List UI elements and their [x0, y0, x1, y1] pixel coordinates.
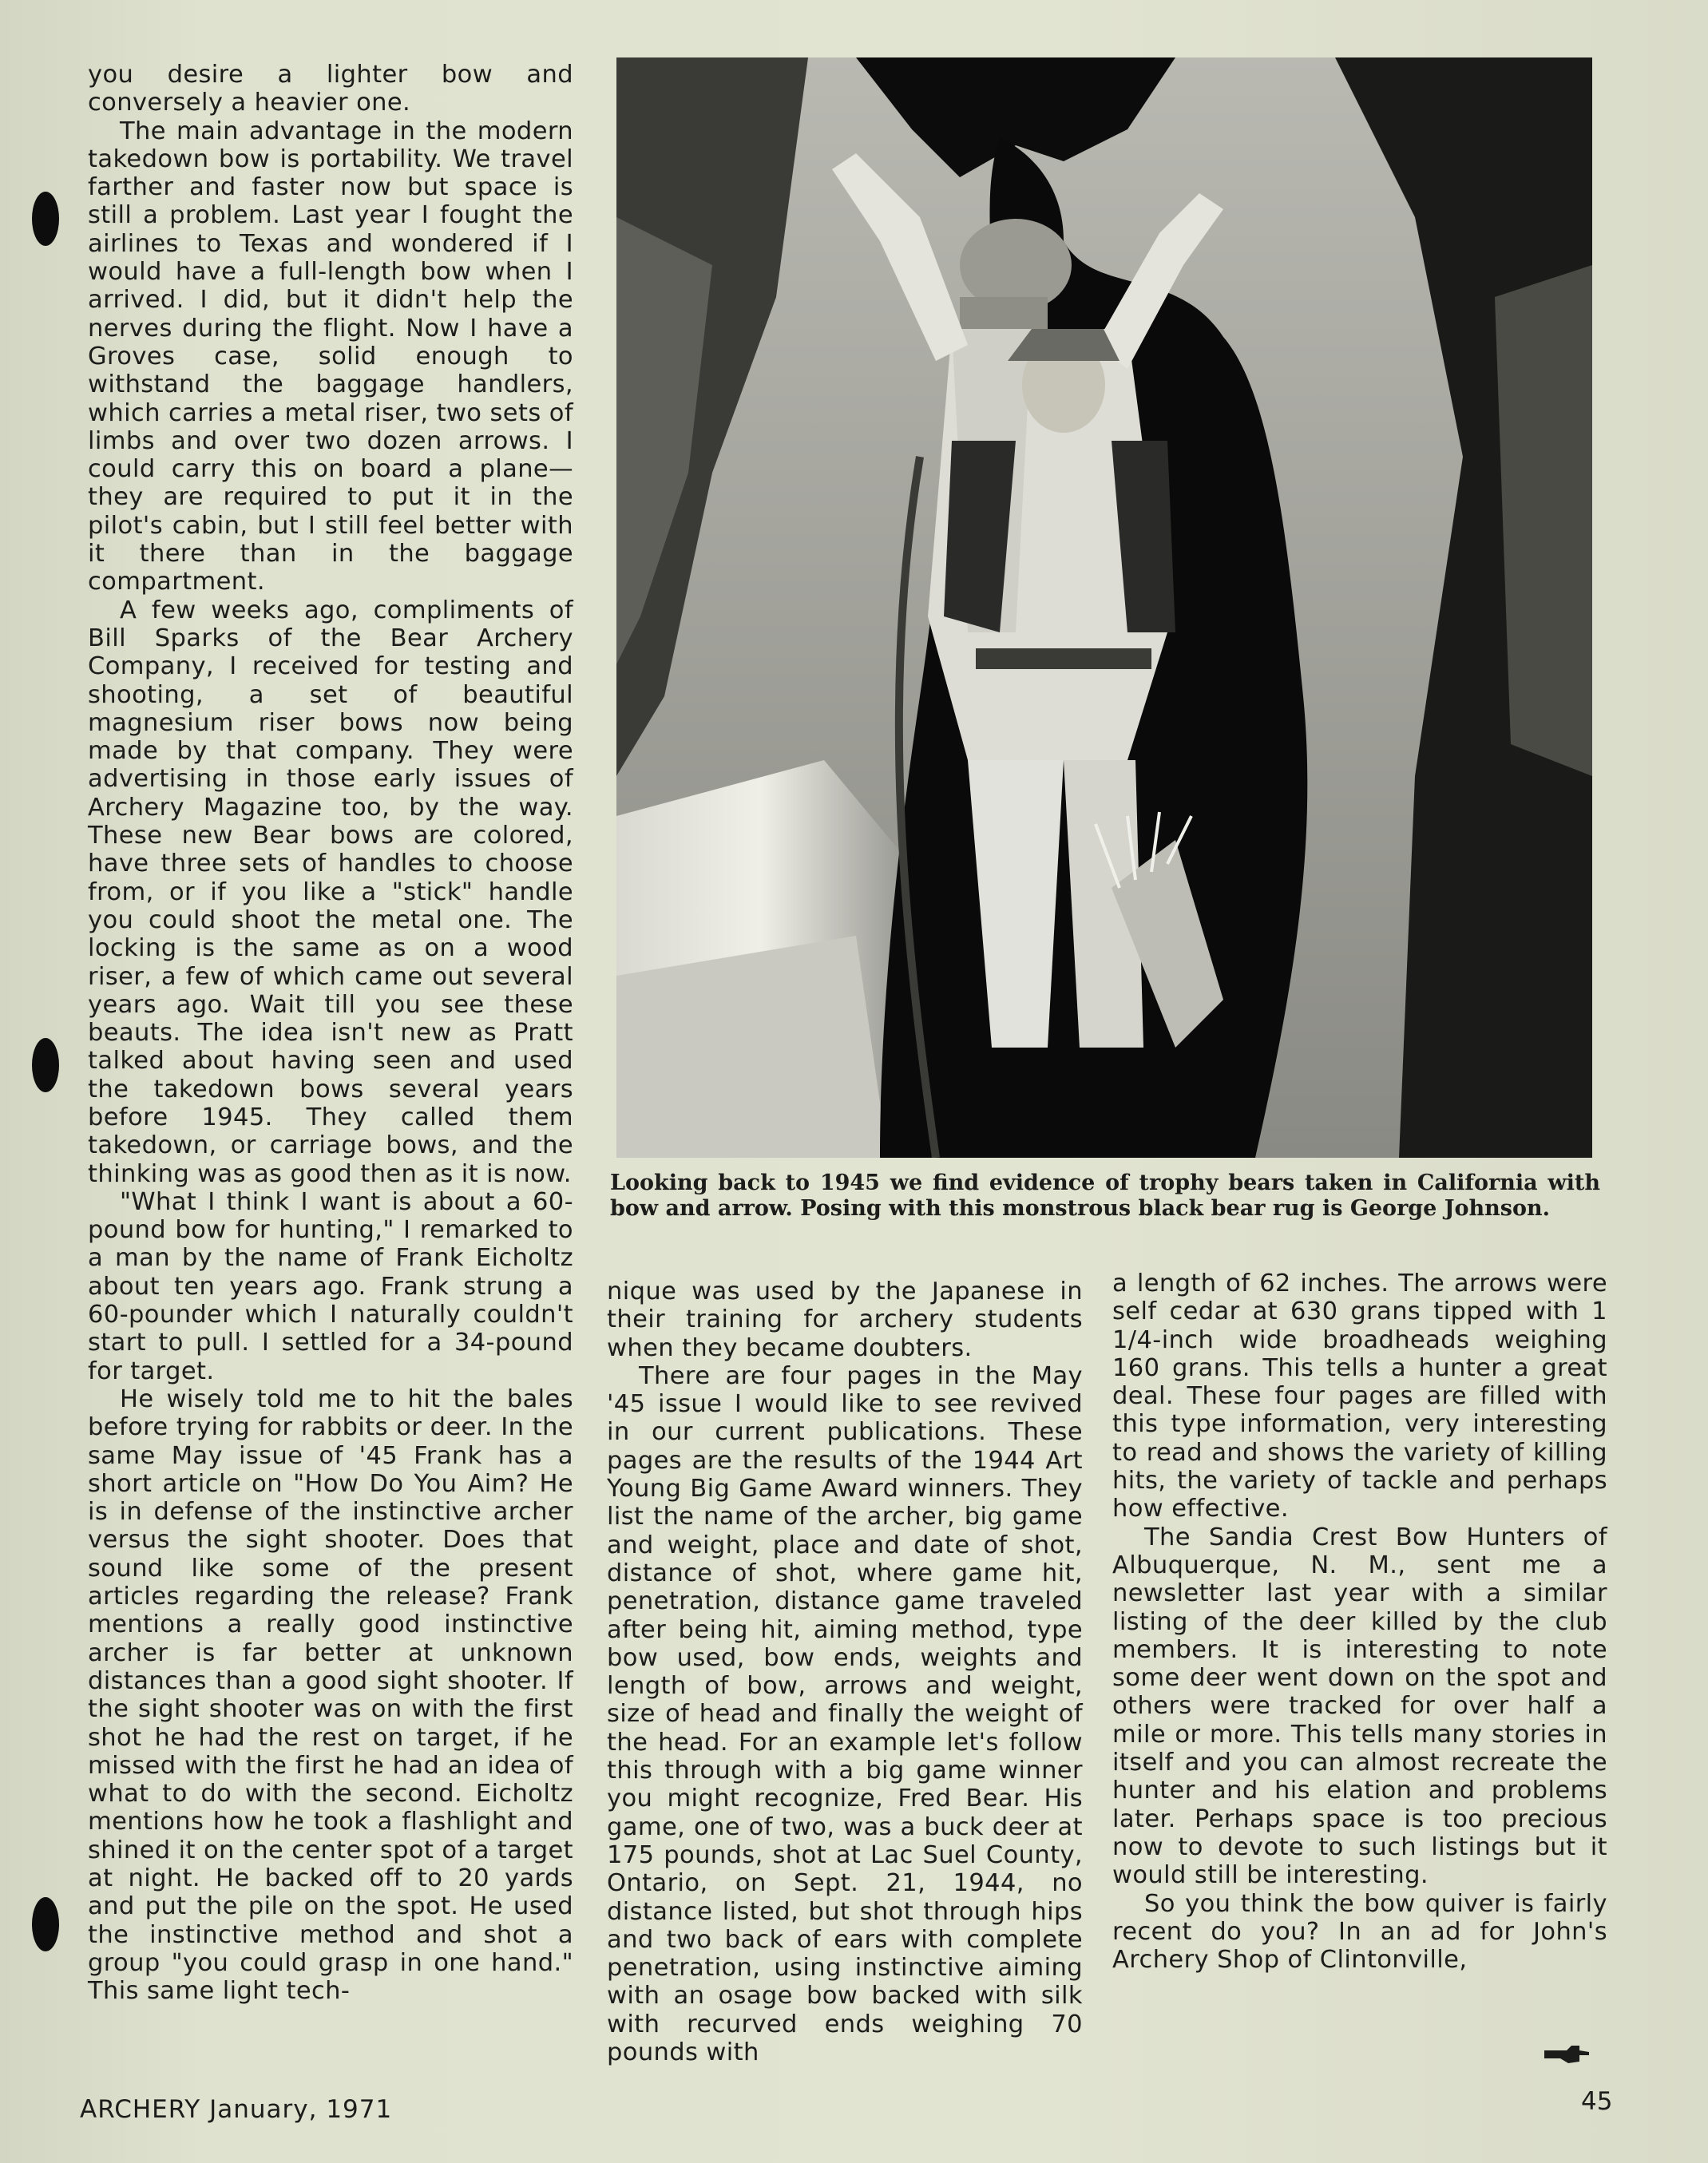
photo-illustration	[616, 57, 1592, 1158]
paragraph: you desire a lighter bow and conversely a heavier one.	[88, 61, 573, 117]
page-number: 45	[1581, 2087, 1613, 2116]
binder-hole-bottom	[32, 1897, 59, 1951]
paragraph: The Sandia Crest Bow Hunters of Albuquerque, N. M., sent me a newsletter last year with a similar listing of the deer killed by the club members. It is interesting to note some deer went down on the spot and others were tracked for over half a mile or more. This tells many stories in itself and you can almost recreate the hunter and his elation and problems later. Perhaps space is too precious now to devote to such listings but it would still be interesting.	[1112, 1523, 1607, 1890]
article-column-2	[607, 1278, 1083, 2066]
paragraph: a length of 62 inches. The arrows were self cedar at 630 grans tipped with 1 1/4-inch wide broadheads weighing 160 grans. This tells a hunter a great deal. These four pages are filled with this type information, very interesting to read and shows the variety of killing hits, the variety of tackle and perhaps how effective.	[1112, 1270, 1607, 1523]
paragraph: He wisely told me to hit the bales before trying for rabbits or deer. In the same May issue of '45 Frank has a short article on "How Do You Aim? He is in defense of the instinctive archer versus the sight shooter. Does that sound like some of the present articles regarding the release? Frank mentions a really good instinctive archer is far better at unknown distances than a good sight shooter. If the sight shooter was on with the first shot he had the rest on target, if he missed with the first he had an idea of what to do with the second. Eicholtz mentions how he took a flashlight and shined it on the center spot of a target at night. He backed off to 20 yards and put the pile on the spot. He used the instinctive method and shot a group "you could grasp in one hand." This same light tech-	[88, 1385, 574, 2006]
article-column-1	[88, 61, 573, 2005]
binder-hole-top	[32, 192, 59, 246]
paragraph: So you think the bow quiver is fairly recent do you? In an ad for John's Archery Shop of Clintonville,	[1112, 1889, 1607, 1975]
publication-footer: ARCHERY January, 1971	[80, 2095, 393, 2124]
bear-rug-photo	[616, 57, 1592, 1158]
paragraph: nique was used by the Japanese in their training for archery students when they became doubters.	[607, 1278, 1083, 1362]
paragraph: There are four pages in the May '45 issue I would like to see revived in our current publications. These pages are the results of the 1944 Art Young Big Game Award winners. They list the name of the archer, big game and weight, place and date of shot, distance of shot, where game hit, penetration, distance game traveled after being hit, aiming method, type bow used, bow ends, weights and length of bow, arrows and weight, size of head and finally the weight of the head. For an example let's follow this through with a big game winner you might recognize, Fred Bear. His game, one of two, was a buck deer at 175 pounds, shot at Lac Suel County, Ontario, on Sept. 21, 1944, no distance listed, but shot through hips and two back of ears with complete penetration, using instinctive aiming with an osage bow backed with silk with recurved ends weighing 70 pounds with	[607, 1361, 1083, 2067]
paragraph: A few weeks ago, compliments of Bill Sparks of the Bear Archery Company, I received for testing and shooting, a set of beautiful magnesium riser bows now being made by that company. They were advertising in those early issues of Archery Magazine too, by the way. These new Bear bows are colored, have three sets of handles to choose from, or if you like a "stick" handle you could shoot the metal one. The locking is the same as on a wood riser, a few of which came out several years ago. Wait till you see these beauts. The idea isn't new as Pratt talked about having seen and used the takedown bows several years before 1945. They called them takedown, or carriage bows, and the thinking was as good then as it is now.	[88, 596, 573, 1188]
binder-hole-middle	[32, 1038, 59, 1092]
paragraph: The main advantage in the modern takedown bow is portability. We travel farther and faster now but space is still a problem. Last year I fought the airlines to Texas and wondered if I would have a full-length bow when I arrived. I did, but it didn't help the nerves during the flight. Now I have a Groves case, solid enough to withstand the baggage handlers, which carries a metal riser, two sets of limbs and over two dozen arrows. I could carry this on board a plane—they are required to put it in the pilot's cabin, but I still feel better with it there than in the baggage compartment.	[88, 117, 573, 596]
article-column-3	[1112, 1270, 1607, 1974]
pointing-hand-icon	[1544, 2044, 1589, 2068]
photo-caption: Looking back to 1945 we find evidence of trophy bears taken in California with bow and arrow. Posing with this monstrous black bear rug is George Johnson.	[610, 1171, 1600, 1221]
paragraph: "What I think I want is about a 60-pound bow for hunting," I remarked to a man by the name of Frank Eicholtz about ten years ago. Frank strung a 60-pounder which I naturally couldn't start to pull. I settled for a 34-pound for target.	[88, 1187, 573, 1385]
